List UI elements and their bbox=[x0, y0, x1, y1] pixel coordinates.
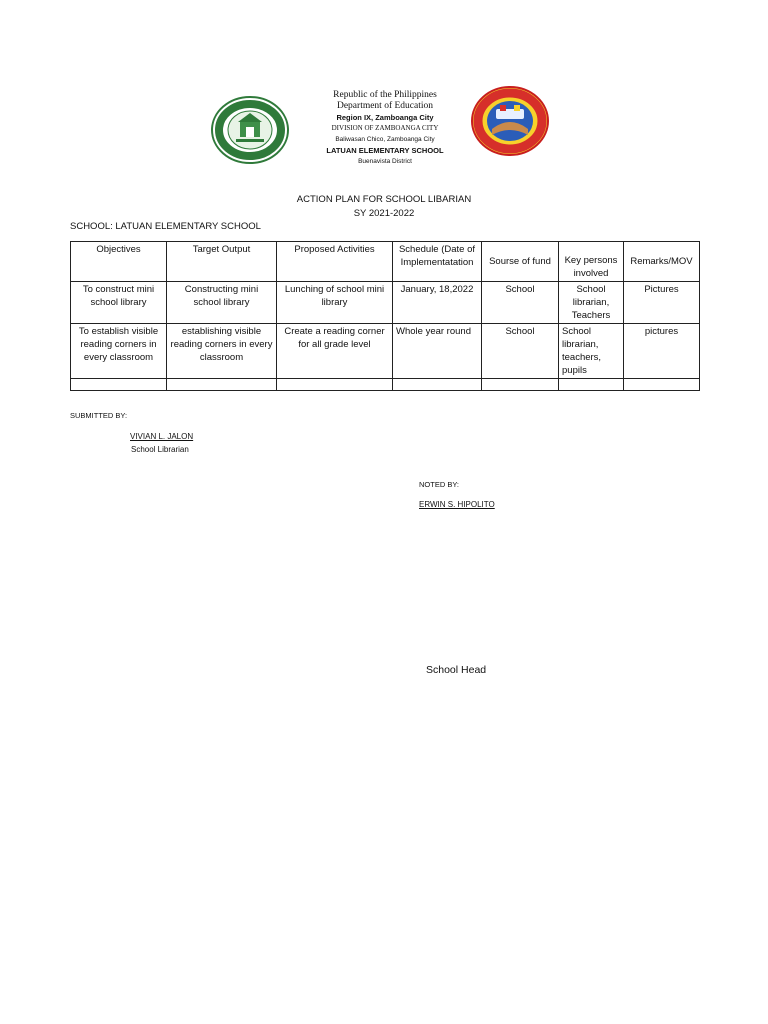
republic-label: Republic of the Philippines bbox=[333, 90, 437, 100]
noter-name: ERWIN S. HIPOLITO bbox=[419, 500, 495, 509]
table-row bbox=[71, 379, 700, 391]
cell-fund: School bbox=[482, 282, 559, 324]
header-remarks: Remarks/MOV bbox=[624, 242, 700, 282]
cell-activity: Create a reading corner for all grade level bbox=[277, 324, 393, 379]
table-header-row bbox=[71, 242, 700, 282]
letterhead bbox=[300, 90, 470, 167]
cell-activity: Lunching of school mini library bbox=[277, 282, 393, 324]
table-row bbox=[71, 324, 700, 379]
region-label: Region IX, Zamboanga City bbox=[336, 113, 434, 122]
header-proposed-activities: Proposed Activities bbox=[277, 242, 393, 282]
header-target-output: Target Output bbox=[167, 242, 277, 282]
document-title bbox=[234, 193, 534, 221]
department-label: Department of Education bbox=[336, 101, 434, 111]
title-line-2: SY 2021-2022 bbox=[353, 208, 415, 219]
cell-objective: To establish visible reading corners in every classroom bbox=[71, 324, 167, 379]
cell-empty bbox=[624, 379, 700, 391]
school-name-label: LATUAN ELEMENTARY SCHOOL bbox=[326, 146, 444, 155]
cell-empty bbox=[559, 379, 624, 391]
deped-region-seal-logo bbox=[470, 85, 550, 157]
cell-empty bbox=[482, 379, 559, 391]
header-source-of-fund: Sourse of fund bbox=[482, 242, 559, 282]
header-objectives: Objectives bbox=[71, 242, 167, 282]
cell-target-output: Constructing mini school library bbox=[167, 282, 277, 324]
header-key-persons: Key persons involved bbox=[559, 242, 624, 282]
submitter-name: VIVIAN L. JALON bbox=[130, 432, 194, 441]
cell-empty bbox=[393, 379, 482, 391]
title-line-1: ACTION PLAN FOR SCHOOL LIBARIAN bbox=[296, 194, 472, 205]
division-label: DIVISION OF ZAMBOANGA CITY bbox=[331, 124, 439, 132]
cell-empty bbox=[71, 379, 167, 391]
table-row bbox=[71, 282, 700, 324]
address-label: Baliwasan Chico, Zamboanga City bbox=[335, 136, 435, 143]
noter-title: School Head bbox=[426, 664, 487, 676]
action-plan-table bbox=[70, 241, 700, 391]
school-seal-logo bbox=[210, 95, 290, 165]
cell-schedule: Whole year round bbox=[393, 324, 482, 379]
cell-remarks: pictures bbox=[624, 324, 700, 379]
cell-key-persons: School librarian, teachers, pupils bbox=[559, 324, 624, 379]
cell-remarks: Pictures bbox=[624, 282, 700, 324]
submitted-by-label: SUBMITTED BY: bbox=[70, 411, 128, 420]
header-schedule: Schedule (Date of Implementatation bbox=[393, 242, 482, 282]
district-label: Buenavista District bbox=[358, 158, 412, 165]
cell-empty bbox=[277, 379, 393, 391]
noted-by-label: NOTED BY: bbox=[419, 480, 460, 489]
cell-empty bbox=[167, 379, 277, 391]
cell-fund: School bbox=[482, 324, 559, 379]
cell-schedule: January, 18,2022 bbox=[393, 282, 482, 324]
cell-target-output: establishing visible reading corners in every classroom bbox=[167, 324, 277, 379]
cell-objective: To construct mini school library bbox=[71, 282, 167, 324]
school-line: SCHOOL: LATUAN ELEMENTARY SCHOOL bbox=[70, 221, 261, 232]
cell-key-persons: School librarian, Teachers bbox=[559, 282, 624, 324]
submitter-title: School Librarian bbox=[131, 445, 189, 454]
